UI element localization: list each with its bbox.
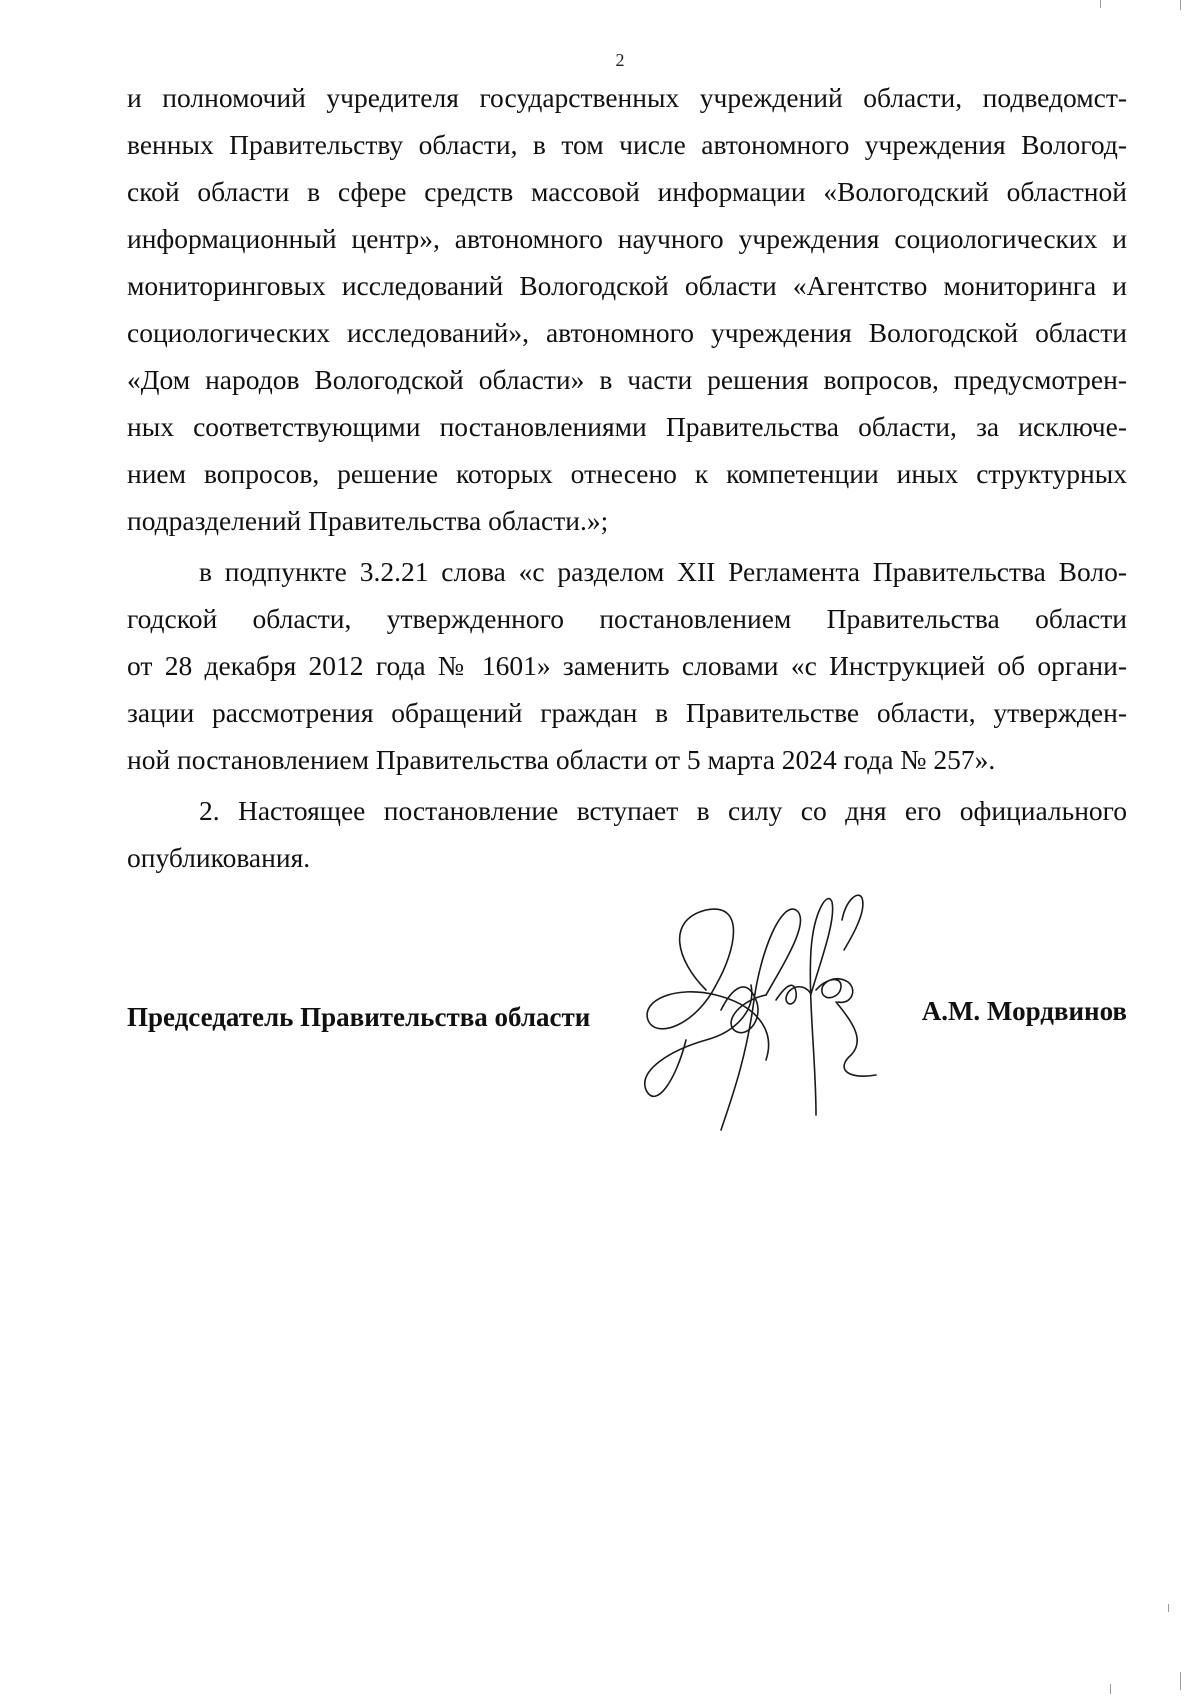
text-line: нием вопросов, решение которых отнесено к компетенции иных структурных (127, 458, 1127, 489)
text-line: информационный центр», автономного научного учреждения социологических и (127, 223, 1127, 254)
scan-artifact (1100, 0, 1101, 8)
text-line: ской области в сфере средств массовой информации «Вологодский областной (127, 176, 1127, 207)
paragraph-3 (127, 787, 1127, 881)
scan-artifact (1180, 1672, 1181, 1690)
text-line: социологических исследований», автономного учреждения Вологодской области (127, 317, 1127, 348)
text-line: 2. Настоящее постановление вступает в силу со дня его официального (199, 795, 1127, 826)
signatory-name: А.М. Мордвинов (921, 996, 1127, 1026)
text-line: в подпункте 3.2.21 слова «с разделом XII Регламента Правительства Воло- (199, 556, 1127, 587)
text-line: подразделений Правительства области.»; (127, 505, 609, 536)
scan-artifact (1180, 0, 1181, 10)
document-body (127, 74, 1127, 881)
text-line: мониторинговых исследований Вологодской области «Агентство мониторинга и (127, 270, 1127, 301)
paragraph-2 (127, 548, 1127, 783)
scan-artifact (1110, 1684, 1111, 1694)
signatory-position: Председатель Правительства области (127, 1002, 591, 1032)
text-line: опубликования. (127, 842, 311, 873)
text-line: венных Правительству области, в том числе автономного учреждения Вологод- (127, 129, 1127, 160)
scan-artifact (1168, 1604, 1169, 1612)
text-line: годской области, утвержденного постановлением Правительства области (127, 603, 1127, 634)
signature-block (127, 996, 1127, 1062)
text-line: ных соответствующими постановлениями Правительства области, за исключе- (127, 411, 1127, 442)
page-number: 2 (615, 50, 625, 70)
paragraph-1 (127, 74, 1127, 544)
text-line: ной постановлением Правительства области от 5 марта 2024 года № 257». (127, 744, 996, 775)
text-line: и полномочий учредителя государственных учреждений области, подведомст- (127, 82, 1127, 113)
text-line: зации рассмотрения обращений граждан в Правительстве области, утвержден- (127, 697, 1127, 728)
text-line: от 28 декабря 2012 года № 1601» заменить словами «с Инструкцией об органи- (127, 650, 1127, 681)
text-line: «Дом народов Вологодской области» в части решения вопросов, предусмотрен- (127, 364, 1127, 395)
